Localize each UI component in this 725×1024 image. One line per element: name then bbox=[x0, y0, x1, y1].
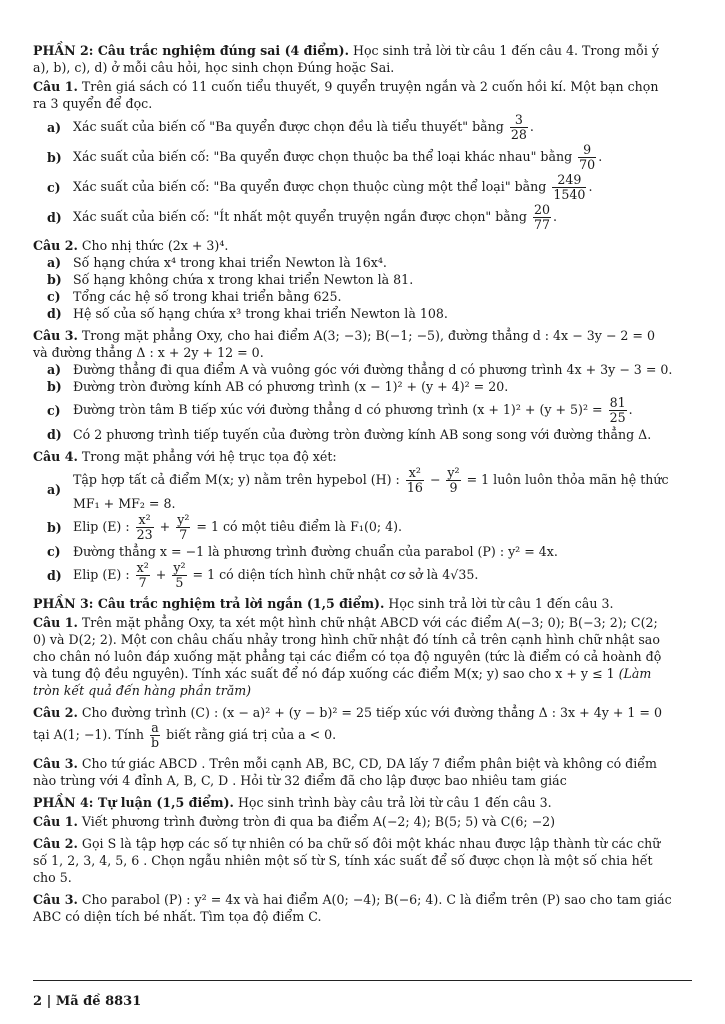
fraction: $\frac{a}{b}$ bbox=[151, 720, 160, 750]
part4-q2: Câu 2. Gọi S là tập hợp các số tự nhiên có ba chữ số đôi một khác nhau được lập thành từ các chữ số 1, 2, 3, 4, 5, 6 . Chọn ngẫu nhiên một số từ S, tính xác suất để số được chọn là một số chia hết cho 5. bbox=[33, 836, 661, 885]
part2-q4: Câu 4. Trong mặt phẳng với hệ trục tọa độ xét: bbox=[33, 449, 337, 464]
fraction: $\frac{3}{28}$ bbox=[510, 112, 527, 142]
part3-q3: Câu 3. Cho tứ giác ABCD . Trên mỗi cạnh AB, BC, CD, DA lấy 7 điểm phân biệt và không có điểm nào trùng với 4 đỉnh A, B, C, D . Hỏi từ 32 điểm đã cho lập được bao nhiêu tam giác bbox=[33, 756, 657, 788]
fraction: $\frac{\text{x²}}{7}$ bbox=[136, 560, 149, 590]
part2-q4-b: b) Elip (E) : $\frac{\text{x²}}{23}$ + $\frac{\text{y²}}{7}$ = 1 có một tiêu điểm là F₁(0; 4). bbox=[47, 512, 403, 542]
part4-heading bbox=[33, 794, 673, 811]
part3-title: PHẦN 3: Câu trắc nghiệm trả lời ngắn (1,5 điểm). bbox=[33, 596, 385, 611]
page-footer bbox=[33, 980, 692, 1010]
fraction: $\frac{\text{y²}}{9}$ bbox=[447, 465, 460, 495]
part2-q2-c: c) Tổng các hệ số trong khai triển bằng 625. bbox=[47, 289, 342, 304]
part2-q1-c: c) Xác suất của biến cố: "Ba quyển được chọn thuộc cùng một thể loại" bằng $\frac{249}{1540}$ . bbox=[47, 172, 593, 202]
part2-instructions: Học sinh trả lời từ câu 1 đến câu 4. Trong mỗi ý a), b), c), d) ở mỗi câu hỏi, học sinh chọn Đúng hoặc Sai. bbox=[33, 43, 659, 75]
part2-q3: Câu 3. Trong mặt phẳng Oxy, cho hai điểm A(3; −3); B(−1; −5), đường thẳng d : 4x − 3y − 2 = 0 và đường thẳng Δ : x + 2y + 12 = 0. bbox=[33, 328, 655, 360]
part2-q2: Câu 2. Cho nhị thức (2x + 3)⁴. bbox=[33, 238, 229, 253]
part4-instructions: Học sinh trình bày câu trả lời từ câu 1 đến câu 3. bbox=[237, 795, 552, 810]
part2-q2-b: b) Số hạng không chứa x trong khai triển Newton là 81. bbox=[47, 272, 414, 287]
part2-q3-d: d) Có 2 phương trình tiếp tuyến của đường tròn đường kính AB song song với đường thẳng Δ. bbox=[47, 427, 652, 442]
content bbox=[33, 42, 673, 925]
part2-q1-d: d) Xác suất của biến cố: "Ít nhất một quyển truyện ngắn được chọn" bằng $\frac{20}{77}$ . bbox=[47, 202, 558, 232]
fraction: $\frac{\text{y²}}{7}$ bbox=[177, 512, 190, 542]
part3-q1: Câu 1. Trên mặt phẳng Oxy, ta xét một hình chữ nhật ABCD với các điểm A(−3; 0); B(−3; 2); C(2; 0) và D(2; 2). Một con châu chấu nhảy trong hình chữ nhật đó tính cả trên cạnh hình chữ nhật sao cho chân nó luôn đáp xuống mặt phẳng tại các điểm có tọa độ nguyên (tức là điểm có cả hoành độ và tung độ đều nguyên). Tính xác suất để nó đáp xuống các điểm M(x; y) sao cho x + y ≤ 1 (Làm tròn kết quả đến hàng phần trăm) bbox=[33, 615, 662, 698]
part2-q3-c: c) Đường tròn tâm B tiếp xúc với đường thẳng d có phương trình (x + 1)² + (y + 5)² = $\frac{81}{25}$ . bbox=[47, 395, 633, 425]
part2-q3-a: a) Đường thẳng đi qua điểm A và vuông góc với đường thẳng d có phương trình 4x + 3y − 3 = 0. bbox=[47, 362, 673, 377]
part2-q2-a: a) Số hạng chứa x⁴ trong khai triển Newton là 16x⁴. bbox=[47, 255, 387, 270]
part2-q4-c: c) Đường thẳng x = −1 là phương trình đường chuẩn của parabol (P) : y² = 4x. bbox=[47, 544, 558, 559]
part3-heading bbox=[33, 595, 673, 612]
fraction: $\frac{\text{x²}}{16}$ bbox=[406, 465, 423, 495]
fraction: $\frac{249}{1540}$ bbox=[553, 172, 586, 202]
part2-title: PHẦN 2: Câu trắc nghiệm đúng sai (4 điểm). bbox=[33, 43, 349, 58]
fraction: $\frac{9}{70}$ bbox=[579, 142, 596, 172]
part2-q2-d: d) Hệ số của số hạng chứa x³ trong khai triển Newton là 108. bbox=[47, 306, 448, 321]
part2-q1: Câu 1. Trên giá sách có 11 cuốn tiểu thuyết, 9 quyển truyện ngắn và 2 cuốn hồi kí. Một bạn chọn ra 3 quyển để đọc. bbox=[33, 79, 659, 111]
part2-q1-b: b) Xác suất của biến cố: "Ba quyển được chọn thuộc ba thể loại khác nhau" bằng $\frac{9}{70}$ . bbox=[47, 142, 603, 172]
part2-q4-a: a) Tập hợp tất cả điểm M(x; y) nằm trên hypebol (H) : $\frac{\text{x²}}{16}$ − $\frac{\text{y²}}{9}$ = 1 luôn luôn thỏa mãn hệ thức MF₁ + MF₂ = 8. bbox=[47, 465, 669, 511]
part3-instructions: Học sinh trả lời từ câu 1 đến câu 3. bbox=[388, 596, 614, 611]
fraction: $\frac{\text{y²}}{5}$ bbox=[173, 560, 186, 590]
part4-q3: Câu 3. Cho parabol (P) : y² = 4x và hai điểm A(0; −4); B(−6; 4). C là điểm trên (P) sao cho tam giác ABC có diện tích bé nhất. Tìm tọa độ điểm C. bbox=[33, 892, 672, 924]
footer-separator: | bbox=[46, 994, 52, 1009]
fraction: $\frac{20}{77}$ bbox=[533, 202, 551, 232]
page-number: 2 bbox=[33, 994, 43, 1009]
fraction: $\frac{81}{25}$ bbox=[609, 395, 626, 425]
part4-title: PHẦN 4: Tự luận (1,5 điểm). bbox=[33, 795, 234, 810]
part2-q4-d: d) Elip (E) : $\frac{\text{x²}}{7}$ + $\frac{\text{y²}}{5}$ = 1 có diện tích hình chữ nhật cơ sở là 4√35. bbox=[47, 560, 479, 590]
fraction: $\frac{\text{x²}}{23}$ bbox=[136, 512, 153, 542]
part4-q1: Câu 1. Viết phương trình đường tròn đi qua ba điểm A(−2; 4); B(5; 5) và C(6; −2) bbox=[33, 814, 556, 829]
part2-heading bbox=[33, 42, 673, 76]
part2-q3-b: b) Đường tròn đường kính AB có phương trình (x − 1)² + (y + 4)² = 20. bbox=[47, 379, 509, 394]
part2-q1-a: a) Xác suất của biến cố "Ba quyển được chọn đều là tiểu thuyết" bằng $\frac{3}{28}$ . bbox=[47, 112, 534, 142]
part3-q2: Câu 2. Cho đường trình (C) : (x − a)² + (y − b)² = 25 tiếp xúc với đường thẳng Δ : 3x + 4y + 1 = 0 tại A(1; −1). Tính $\frac{a}{b}$ biết rằng giá trị của a < 0. bbox=[33, 705, 662, 750]
exam-code: Mã đề 8831 bbox=[55, 994, 142, 1009]
